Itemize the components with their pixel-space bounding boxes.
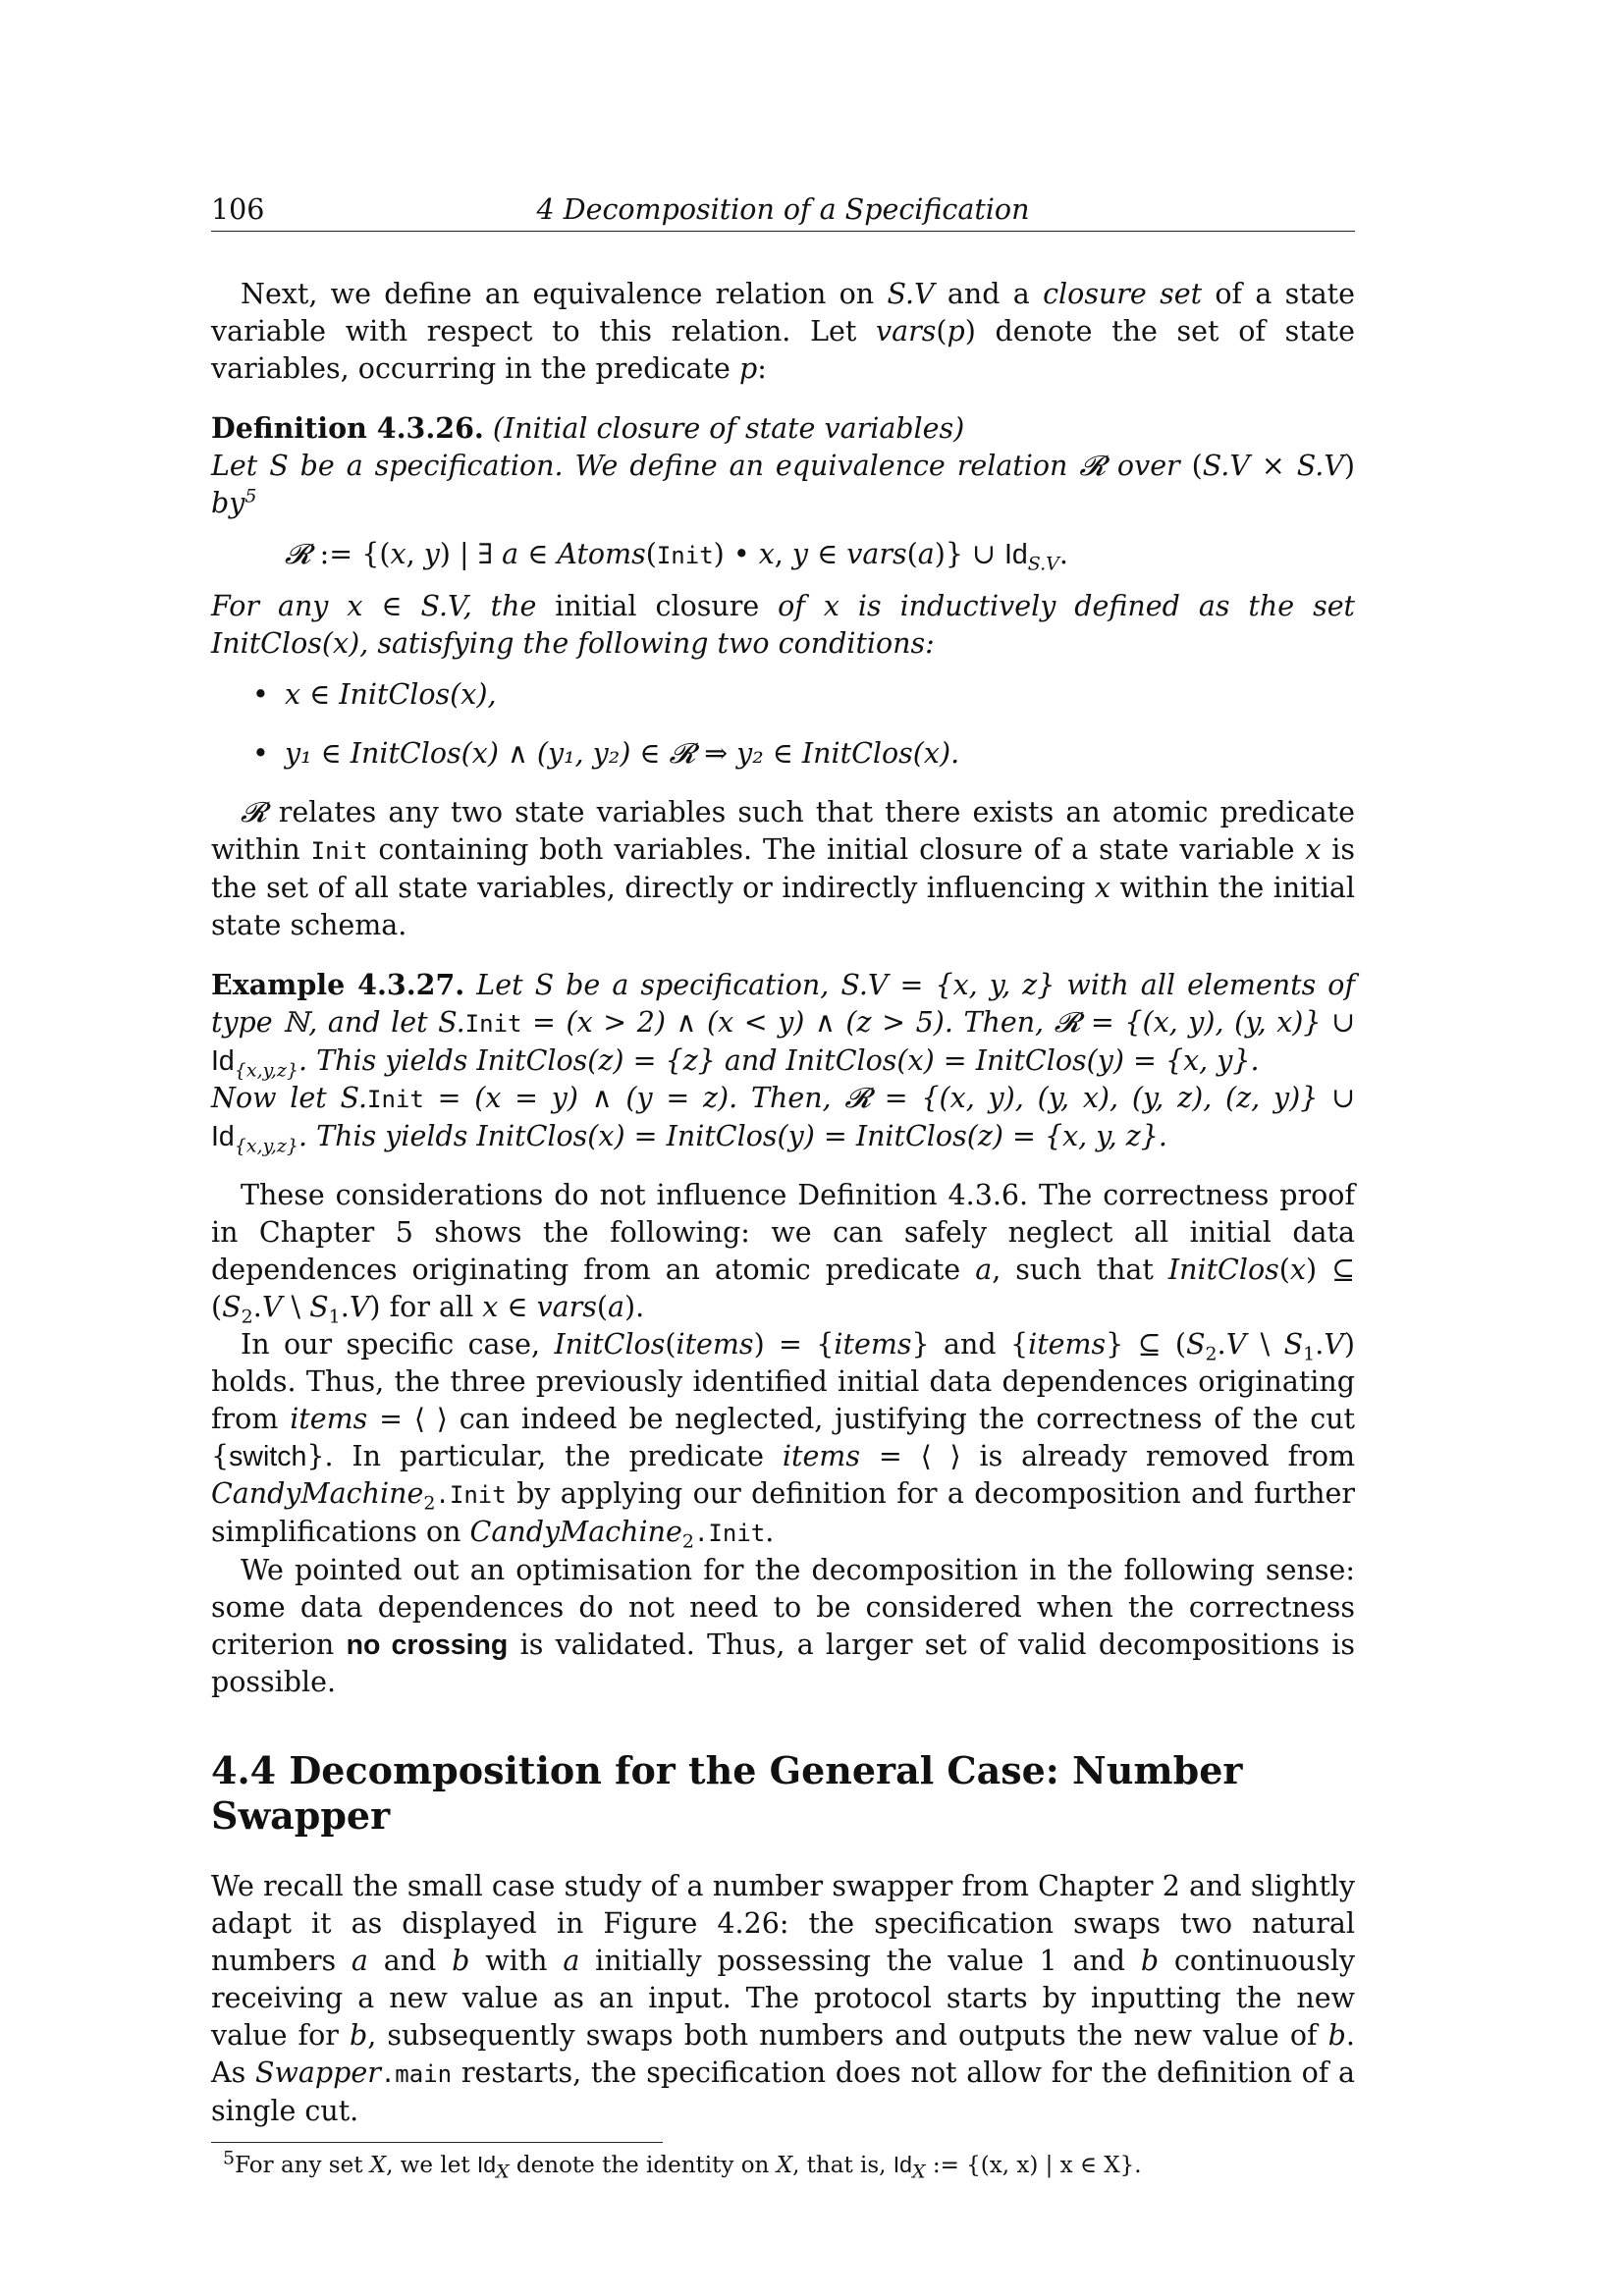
relation-display: 𝓡 := {(x, y) | ∃ a ∈ Atoms(Init) • x, y ∈ vars(a)} ∪ $Id_{S.V}$. <box>285 538 1068 575</box>
paragraph-swapper: We recall the small case study of a number swapper from Chapter 2 and slightly adapt it as displayed in Figure 4.26: the specification swaps two natural numbers a and b with a initially possessing the value 1 and b continuously receiving a new value as an input. The protocol starts by inputting the new value for b, subsequently swaps both numbers and outputs the new value of b. As Swapper.main restarts, the specification does not allow for the definition of a single cut. <box>211 1870 1356 2127</box>
paragraph-specific-case: In our specific case, InitClos(items) = {items} and {items} ⊆ ($S_2.V$ \ $S_1.V$) holds. Thus, the three previously identified initial data dependences originating from items = ⟨ ⟩ can indeed be neglected, justifying the correctness of the cut {switch}. In particular, the predicate items = ⟨ ⟩ is already removed from CandyMachine$_2$.Init by applying our definition for a decomposition and further simplifications on CandyMachine$_2$.Init. <box>211 1328 1356 1553</box>
footnote-5: $^5$For any set X, we let $Id_X$ denote the identity on X, that is, $Id_X$ := {(x, x) | x ∈ X}. <box>223 2147 1142 2183</box>
running-title: 4 Decomposition of a Specification <box>536 193 1030 226</box>
closure-conditions <box>211 676 1355 773</box>
definition-title: (Initial closure of state variables) <box>492 412 965 445</box>
running-header <box>211 191 1355 232</box>
footnote-rule <box>211 2142 663 2143</box>
definition-4-3-26: Definition 4.3.26. (Initial closure of state variables) Let S be a specification. We define an equivalence relation 𝓡 over (S.V × S.V) $by^5$ 𝓡 := {(x, y) | ∃ a ∈ Atoms(Init) • x, y ∈ vars(a)} ∪ $Id_{S.V}$. For any x ∈ S.V, the initial closure of x is inductively defined as the set InitClos(x), satisfying the following two conditions: • x ∈ InitClos(x), • y₁ ∈ InitClos(x) ∧ (y₁, y₂) ∈ 𝓡 ⇒ y₂ ∈ InitClos(x). <box>211 409 1355 773</box>
page-number: 106 <box>211 193 265 226</box>
condition-item: • y₁ ∈ InitClos(x) ∧ (y₁, y₂) ∈ 𝓡 ⇒ y₂ ∈ InitClos(x). <box>252 737 960 770</box>
example-4-3-27: Example 4.3.27. Let S be a specification, S.V = {x, y, z} with all elements of type ℕ, and let S.Init = (x > 2) ∧ (x < y) ∧ (z > 5). Then, 𝓡 = {(x, y), (y, x)} ∪ $Id_{\{x,y,z\}}$. This yields InitClos(z) = {z} and InitClos(x) = InitClos(y) = {x, y}. Now let S.Init = (x = y) ∧ (y = z). Then, 𝓡 = {(x, y), (y, x), (y, z), (z, y)} ∪ $Id_{\{x,y,z\}}$. This yields InitClos(x) = InitClos(y) = InitClos(z) = {x, y, z}. <box>211 968 1355 1157</box>
footnote-marker: 5 <box>244 485 257 507</box>
paragraph-considerations: These considerations do not influence Definition 4.3.6. The correctness proof in Chapter 5 shows the following: we can safely neglect all initial data dependences originating from an atomic predicate a, such that InitClos(x) ⊆ ($S_2.V$ \ $S_1.V$) for all x ∈ vars(a). <box>211 1179 1355 1328</box>
example-label: Example 4.3.27. <box>211 968 465 1001</box>
section-heading: 4.4 Decomposition for the General Case: Number Swapper <box>211 1748 1243 1838</box>
definition-label: Definition 4.3.26. <box>211 411 484 445</box>
condition-item: • x ∈ InitClos(x), <box>252 678 497 711</box>
page <box>211 191 1355 2181</box>
paragraph-relation: 𝓡 relates any two state variables such that there exists an atomic predicate within Init containing both variables. The initial closure of a state variable x is the set of all state variables, directly or indirectly influencing x within the initial state schema. <box>211 796 1355 941</box>
paragraph-intro: Next, we define an equivalence relation on S.V and a closure set of a state variable with respect to this relation. Let vars(p) denote the set of state variables, occurring in the predicate p: <box>211 278 1356 385</box>
paragraph-optimisation: We pointed out an optimisation for the decomposition in the following sense: some data dependences do not need to be considered when the correctness criterion no crossing is validated. Thus, a larger set of valid decompositions is possible. <box>211 1554 1355 1698</box>
